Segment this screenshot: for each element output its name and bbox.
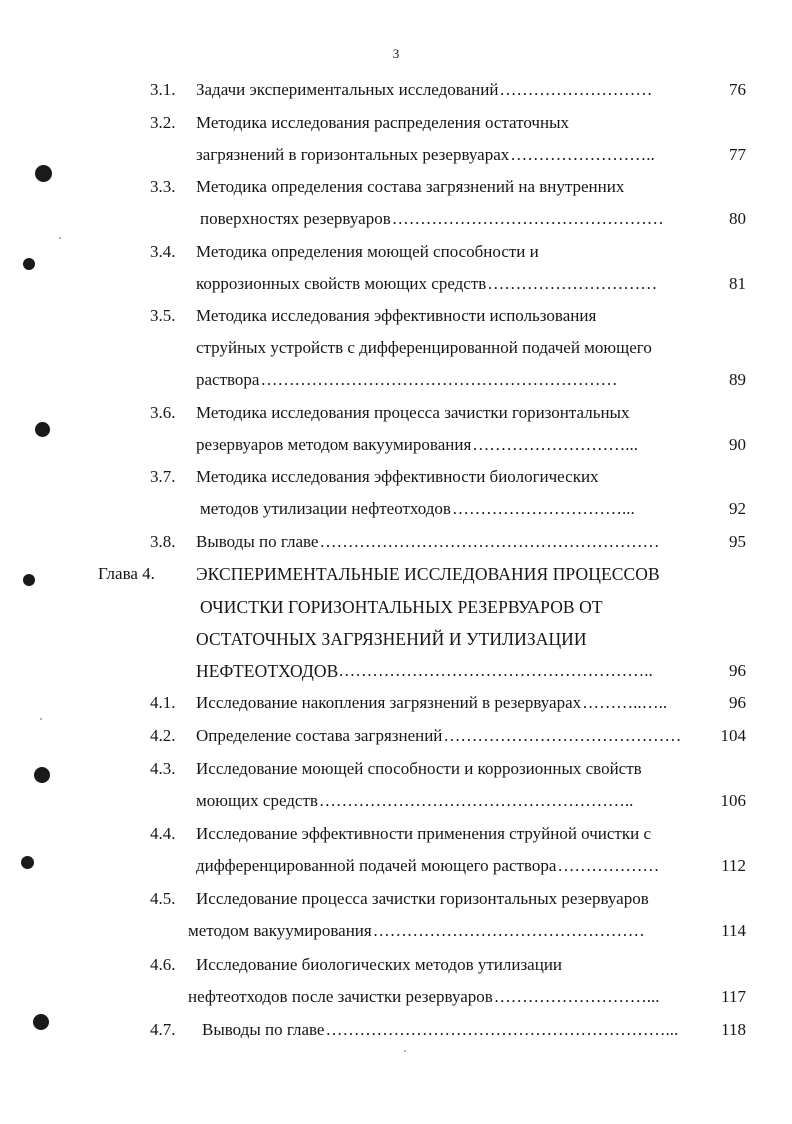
toc-entry-number: Глава 4. <box>98 564 155 583</box>
toc-page-number: 81 <box>729 274 746 293</box>
toc-page-number: 76 <box>729 80 746 99</box>
toc-entry-number: 3.2. <box>150 113 176 132</box>
toc-page-number: 106 <box>720 791 746 810</box>
toc-entry-title-line: Методика исследования процесса зачистки горизонтальных <box>196 403 630 422</box>
toc-entry-title-line: поверхностях резервуаров <box>200 209 391 228</box>
punch-hole-mark <box>23 258 35 270</box>
toc-page-number: 114 <box>721 921 746 940</box>
toc-entry-title-line: Исследование биологических методов утилизации <box>196 955 563 974</box>
toc-entry-number: 3.8. <box>150 532 176 551</box>
toc-entry-title-line: НЕФТЕОТХОДОВ <box>196 661 339 681</box>
toc-dot-leader: ………………………………………… <box>391 209 664 228</box>
toc-dot-leader: ………………………... <box>493 987 660 1006</box>
toc-page-number: 112 <box>721 856 746 875</box>
toc-entry-title-line: ОЧИСТКИ ГОРИЗОНТАЛЬНЫХ РЕЗЕРВУАРОВ ОТ <box>200 597 603 617</box>
scan-speck <box>59 237 61 239</box>
toc-entry-number: 4.5. <box>150 889 176 908</box>
toc-dot-leader: ……………………………………………………... <box>325 1020 679 1039</box>
punch-hole-mark <box>33 1014 49 1030</box>
toc-entry-title-line: Методика определения состава загрязнений на внутренних <box>196 177 625 196</box>
toc-page-number: 77 <box>729 145 746 164</box>
toc-page-number: 96 <box>729 661 746 680</box>
toc-dot-leader: …………………………………… <box>443 726 682 745</box>
punch-hole-mark <box>34 767 50 783</box>
toc-entry-title-line: Методика исследования распределения остаточных <box>196 113 569 132</box>
toc-entry-title-line: резервуаров методом вакуумирования <box>196 435 472 454</box>
punch-hole-mark <box>35 165 52 182</box>
toc-entry-title-line: ОСТАТОЧНЫХ ЗАГРЯЗНЕНИЙ И УТИЛИЗАЦИИ <box>196 629 587 649</box>
toc-entry-number: 3.4. <box>150 242 176 261</box>
toc-entry-title-line: дифференцированной подачей моющего раствора <box>196 856 557 875</box>
toc-entry-number: 4.1. <box>150 693 176 712</box>
toc-entry-title-line: Задачи экспериментальных исследований <box>196 80 499 99</box>
toc-entry-number: 3.5. <box>150 306 176 325</box>
toc-page-number: 89 <box>729 370 746 389</box>
toc-entry-title-line: методов утилизации нефтеотходов <box>200 499 451 518</box>
toc-dot-leader: …………………………... <box>451 499 635 518</box>
toc-entry-title-line: Методика исследования эффективности использования <box>196 306 597 325</box>
toc-dot-leader: …………………………………………………… <box>319 532 660 551</box>
toc-dot-leader: ………………………... <box>472 435 639 454</box>
toc-dot-leader: ……………………………………………….. <box>318 791 634 810</box>
toc-page-number: 95 <box>729 532 746 551</box>
toc-dot-leader: ……………………… <box>499 80 653 99</box>
toc-entry-title-line: Методика исследования эффективности биологических <box>196 467 599 486</box>
punch-hole-mark <box>35 422 50 437</box>
toc-entry-title-line: Выводы по главе <box>202 1020 325 1039</box>
toc-dot-leader: ……………………………………………….. <box>338 661 653 680</box>
toc-entry-title-line: методом вакуумирования <box>188 921 372 940</box>
toc-entry-title-line: Исследование моющей способности и коррозионных свойств <box>196 759 642 778</box>
toc-entry-title-line: моющих средств <box>196 791 318 810</box>
toc-dot-leader: ……………………………………………………… <box>260 370 618 389</box>
toc-entry-title-line: коррозионных свойств моющих средств <box>196 274 487 293</box>
page-number: 3 <box>392 46 400 61</box>
toc-entry-title-line: Исследование процесса зачистки горизонтальных резервуаров <box>196 889 649 908</box>
toc-dot-leader: ………………………… <box>487 274 658 293</box>
toc-page-number: 92 <box>729 499 746 518</box>
toc-entry-title-line: Определение состава загрязнений <box>196 726 443 745</box>
toc-page-number: 80 <box>729 209 746 228</box>
toc-entry-title-line: нефтеотходов после зачистки резервуаров <box>188 987 493 1006</box>
punch-hole-mark <box>21 856 34 869</box>
toc-page-number: 104 <box>720 726 746 745</box>
toc-entry-title-line: раствора <box>196 370 260 389</box>
toc-dot-leader: ……………… <box>557 856 660 875</box>
toc-entry-title-line: ЭКСПЕРИМЕНТАЛЬНЫЕ ИССЛЕДОВАНИЯ ПРОЦЕССОВ <box>196 564 660 584</box>
scan-speck <box>40 718 42 720</box>
toc-entry-number: 4.6. <box>150 955 176 974</box>
toc-page-number: 117 <box>721 987 746 1006</box>
scan-speck <box>404 1050 406 1052</box>
toc-page-number: 118 <box>721 1020 746 1039</box>
toc-dot-leader: …………………….. <box>510 145 655 164</box>
toc-entry-title-line: загрязнений в горизонтальных резервуарах <box>196 145 510 164</box>
toc-entry-number: 3.3. <box>150 177 176 196</box>
toc-entry-number: 3.1. <box>150 80 176 99</box>
toc-dot-leader: ………..….. <box>582 693 668 712</box>
toc-page-number: 90 <box>729 435 746 454</box>
toc-entry-title-line: Выводы по главе <box>196 532 319 551</box>
toc-entry-number: 3.6. <box>150 403 176 422</box>
toc-entry-title-line: Исследование эффективности применения струйной очистки с <box>196 824 652 843</box>
toc-page-number: 96 <box>729 693 746 712</box>
punch-hole-mark <box>23 574 35 586</box>
toc-entry-title-line: Методика определения моющей способности и <box>196 242 539 261</box>
toc-entry-number: 4.4. <box>150 824 176 843</box>
toc-entry-title-line: струйных устройств с дифференцированной подачей моющего <box>196 338 652 357</box>
toc-dot-leader: ………………………………………… <box>372 921 645 940</box>
toc-entry-title-line: Исследование накопления загрязнений в резервуарах <box>196 693 582 712</box>
toc-entry-number: 4.2. <box>150 726 176 745</box>
toc-entry-number: 3.7. <box>150 467 176 486</box>
toc-entry-number: 4.3. <box>150 759 176 778</box>
toc-entry-number: 4.7. <box>150 1020 176 1039</box>
